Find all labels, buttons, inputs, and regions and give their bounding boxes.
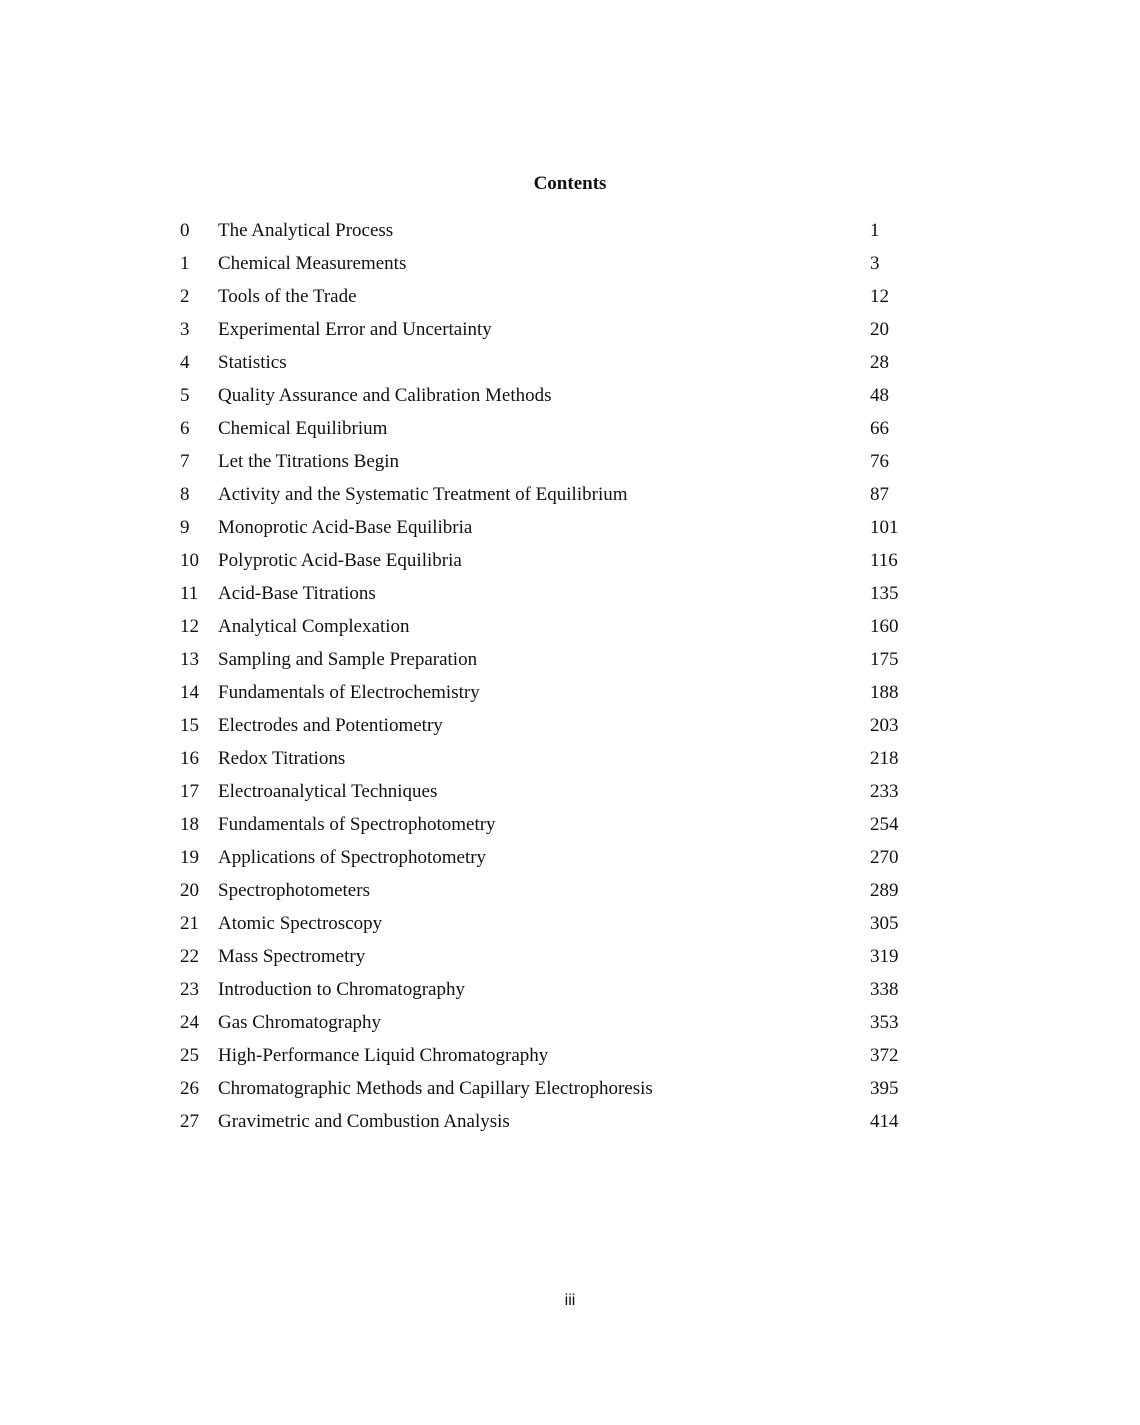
- chapter-number: 27: [180, 1111, 199, 1132]
- toc-entry: [180, 382, 940, 415]
- chapter-page-number: 218: [870, 748, 899, 769]
- chapter-number: 5: [180, 385, 190, 406]
- chapter-number: 1: [180, 253, 190, 274]
- chapter-title: Mass Spectrometry: [218, 946, 366, 967]
- chapter-number: 8: [180, 484, 190, 505]
- chapter-number: 22: [180, 946, 199, 967]
- chapter-number: 26: [180, 1078, 199, 1099]
- chapter-title: Experimental Error and Uncertainty: [218, 319, 492, 340]
- chapter-number: 25: [180, 1045, 199, 1066]
- chapter-title: Electroanalytical Techniques: [218, 781, 438, 802]
- chapter-page-number: 203: [870, 715, 899, 736]
- chapter-title: Fundamentals of Electrochemistry: [218, 682, 480, 703]
- chapter-page-number: 76: [870, 451, 889, 472]
- chapter-title: Applications of Spectrophotometry: [218, 847, 487, 868]
- toc-entry: [180, 778, 940, 811]
- chapter-title: Let the Titrations Begin: [218, 451, 400, 472]
- toc-entry: [180, 679, 940, 712]
- table-of-contents: [180, 217, 940, 1141]
- chapter-page-number: 1: [870, 220, 880, 241]
- toc-entry: [180, 580, 940, 613]
- chapter-number: 16: [180, 748, 199, 769]
- chapter-page-number: 116: [870, 550, 898, 571]
- chapter-page-number: 3: [870, 253, 880, 274]
- toc-entry: [180, 448, 940, 481]
- chapter-title: Spectrophotometers: [218, 880, 370, 901]
- toc-entry: [180, 745, 940, 778]
- chapter-page-number: 319: [870, 946, 899, 967]
- chapter-title: Statistics: [218, 352, 287, 373]
- chapter-title: Chromatographic Methods and Capillary Electrophoresis: [218, 1078, 653, 1099]
- toc-entry: [180, 283, 940, 316]
- toc-entry: [180, 811, 940, 844]
- chapter-page-number: 20: [870, 319, 889, 340]
- chapter-number: 20: [180, 880, 199, 901]
- chapter-title: Polyprotic Acid-Base Equilibria: [218, 550, 462, 571]
- chapter-title: Gas Chromatography: [218, 1012, 382, 1033]
- chapter-title: High-Performance Liquid Chromatography: [218, 1045, 549, 1066]
- chapter-page-number: 254: [870, 814, 899, 835]
- chapter-number: 19: [180, 847, 199, 868]
- chapter-title: Activity and the Systematic Treatment of Equilibrium: [218, 484, 628, 505]
- toc-entry: [180, 415, 940, 448]
- chapter-page-number: 135: [870, 583, 899, 604]
- chapter-page-number: 353: [870, 1012, 899, 1033]
- chapter-number: 3: [180, 319, 190, 340]
- chapter-number: 2: [180, 286, 190, 307]
- chapter-page-number: 101: [870, 517, 899, 538]
- chapter-number: 12: [180, 616, 199, 637]
- toc-entry: [180, 976, 940, 1009]
- toc-entry: [180, 217, 940, 250]
- chapter-number: 9: [180, 517, 190, 538]
- chapter-page-number: 270: [870, 847, 899, 868]
- chapter-number: 14: [180, 682, 199, 703]
- chapter-page-number: 12: [870, 286, 889, 307]
- chapter-page-number: 338: [870, 979, 899, 1000]
- chapter-number: 24: [180, 1012, 199, 1033]
- chapter-title: Tools of the Trade: [218, 286, 357, 307]
- chapter-title: Gravimetric and Combustion Analysis: [218, 1111, 510, 1132]
- toc-entry: [180, 514, 940, 547]
- chapter-number: 17: [180, 781, 199, 802]
- chapter-page-number: 414: [870, 1111, 899, 1132]
- chapter-title: Chemical Equilibrium: [218, 418, 388, 439]
- chapter-title: Electrodes and Potentiometry: [218, 715, 443, 736]
- chapter-number: 18: [180, 814, 199, 835]
- toc-entry: [180, 316, 940, 349]
- chapter-page-number: 372: [870, 1045, 899, 1066]
- chapter-number: 10: [180, 550, 199, 571]
- chapter-number: 21: [180, 913, 199, 934]
- chapter-title: Quality Assurance and Calibration Methods: [218, 385, 552, 406]
- chapter-page-number: 175: [870, 649, 899, 670]
- toc-entry: [180, 481, 940, 514]
- chapter-title: Monoprotic Acid-Base Equilibria: [218, 517, 473, 538]
- chapter-page-number: 66: [870, 418, 889, 439]
- chapter-title: Introduction to Chromatography: [218, 979, 465, 1000]
- chapter-title: Fundamentals of Spectrophotometry: [218, 814, 496, 835]
- chapter-page-number: 160: [870, 616, 899, 637]
- toc-entry: [180, 250, 940, 283]
- chapter-page-number: 233: [870, 781, 899, 802]
- toc-entry: [180, 646, 940, 679]
- chapter-title: Chemical Measurements: [218, 253, 407, 274]
- page-number: iii: [564, 1292, 576, 1309]
- toc-entry: [180, 712, 940, 745]
- chapter-title: Acid-Base Titrations: [218, 583, 376, 604]
- chapter-page-number: 395: [870, 1078, 899, 1099]
- toc-entry: [180, 349, 940, 382]
- chapter-title: Redox Titrations: [218, 748, 346, 769]
- chapter-number: 15: [180, 715, 199, 736]
- chapter-title: Analytical Complexation: [218, 616, 410, 637]
- chapter-page-number: 305: [870, 913, 899, 934]
- toc-entry: [180, 1075, 940, 1108]
- chapter-number: 13: [180, 649, 199, 670]
- toc-entry: [180, 1009, 940, 1042]
- toc-entry: [180, 613, 940, 646]
- chapter-page-number: 87: [870, 484, 889, 505]
- chapter-number: 7: [180, 451, 190, 472]
- chapter-number: 11: [180, 583, 199, 604]
- toc-entry: [180, 910, 940, 943]
- toc-entry: [180, 877, 940, 910]
- chapter-number: 23: [180, 979, 199, 1000]
- chapter-page-number: 28: [870, 352, 889, 373]
- chapter-number: 4: [180, 352, 190, 373]
- toc-entry: [180, 1042, 940, 1075]
- chapter-title: Atomic Spectroscopy: [218, 913, 383, 934]
- chapter-title: The Analytical Process: [218, 220, 394, 241]
- page-title: Contents: [533, 173, 607, 194]
- chapter-number: 6: [180, 418, 190, 439]
- chapter-page-number: 289: [870, 880, 899, 901]
- chapter-number: 0: [180, 220, 190, 241]
- toc-entry: [180, 844, 940, 877]
- chapter-title: Sampling and Sample Preparation: [218, 649, 478, 670]
- toc-entry: [180, 943, 940, 976]
- toc-entry: [180, 547, 940, 580]
- chapter-page-number: 188: [870, 682, 899, 703]
- toc-entry: [180, 1108, 940, 1141]
- chapter-page-number: 48: [870, 385, 889, 406]
